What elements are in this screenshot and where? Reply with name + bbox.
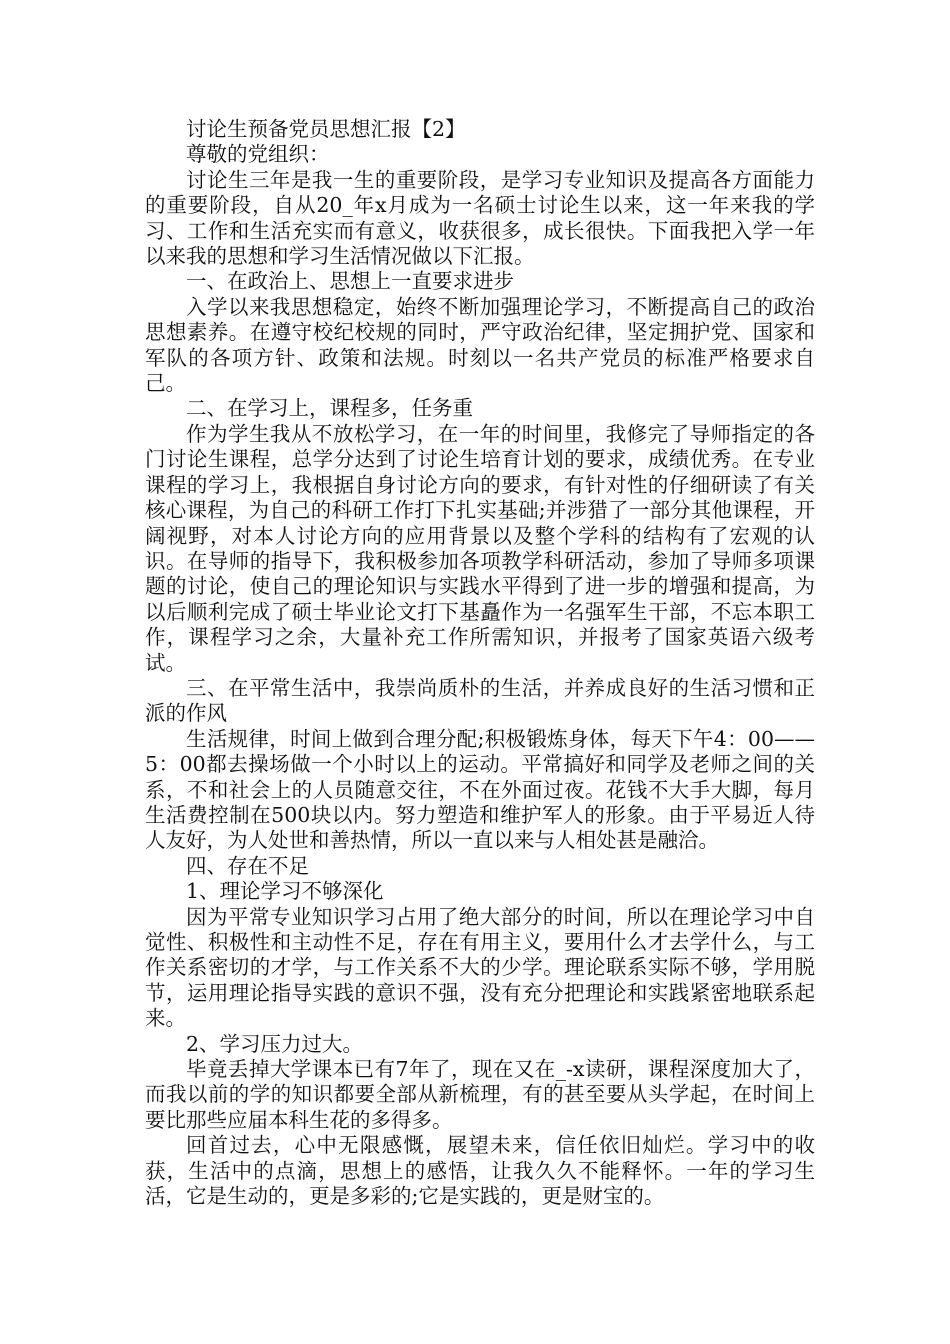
section-heading-4: 四、存在不足	[186, 853, 309, 878]
paragraph-conclusion: 回首过去，心中无限感慨，展望未来，信任依旧灿烂。学习中的收获，生活中的点滴，思想上的感悟，让我久久不能释怀。一年的学习生活，它是生动的，更是多彩的;它是实践的，更是财宝的。	[145, 1133, 815, 1209]
subheading-1: 1、理论学习不够深化	[186, 879, 384, 904]
salutation: 尊敬的党组织：	[186, 142, 330, 167]
subheading-2: 2、学习压力过大。	[186, 1031, 364, 1056]
section-heading-3: 三、在平常生活中，我崇尚质朴的生活，并养成良好的生活习惯和正派的作风	[145, 675, 815, 726]
paragraph-study: 作为学生我从不放松学习，在一年的时间里，我修完了导师指定的各门讨论生课程，总学分达到了讨论生培育计划的要求，成绩优秀。在专业课程的学习上，我根据自身讨论方向的要求，有针对性的仔细研读了有关核心课程，为自己的科研工作打下扎实基础;并涉猎了一部分其他课程，开阔视野，对本人讨论方向的应用背景以及整个学科的结构有了宏观的认识。在导师的指导下，我积极参加各项教学科研活动，参加了导师多项课题的讨论，使自己的理论知识与实践水平得到了进一步的增强和提高，为以后顺利完成了硕士毕业论文打下基矗作为一名强军生干部，不忘本职工作，课程学习之余，大量补充工作所需知识，并报考了国家英语六级考试。	[145, 421, 815, 675]
paragraph-theory: 因为平常专业知识学习占用了绝大部分的时间，所以在理论学习中自觉性、积极性和主动性不足，存在有用主义，要用什么才去学什么，与工作关系密切的才学，与工作关系不大的少学。理论联系实际不够，学用脱节，运用理论指导实践的意识不强，没有充分把理论和实践紧密地联系起来。	[145, 904, 815, 1031]
section-heading-2: 二、在学习上，课程多，任务重	[186, 396, 473, 421]
section-heading-1: 一、在政治上、思想上一直要求进步	[186, 269, 514, 294]
paragraph-politics: 入学以来我思想稳定，始终不断加强理论学习，不断提高自己的政治思想素养。在遵守校纪校规的同时，严守政治纪律，坚定拥护党、国家和军队的各项方针、政策和法规。时刻以一名共产党员的标准严格要求自己。	[145, 294, 815, 396]
paragraph-life: 生活规律，时间上做到合理分配;积极锻炼身体，每天下午4：00——5：00都去操场做一个小时以上的运动。平常搞好和同学及老师之间的关系，不和社会上的人员随意交往，不在外面过夜。花钱不大手大脚，每月生活费控制在500块以内。努力塑造和维护军人的形象。由于平易近人待人友好，为人处世和善热情，所以一直以来与人相处甚是融洽。	[145, 726, 815, 853]
document-title: 讨论生预备党员思想汇报【2】	[186, 117, 466, 141]
paragraph-intro: 讨论生三年是我一生的重要阶段，是学习专业知识及提高各方面能力的重要阶段，自从20_年x月成为一名硕士讨论生以来，这一年来我的学习、工作和生活充实而有意义，收获很多，成长很快。下面我把入学一年以来我的思想和学习生活情况做以下汇报。	[145, 167, 815, 269]
document-body	[145, 117, 815, 1209]
paragraph-pressure: 毕竟丢掉大学课本已有7年了，现在又在_-x读研，课程深度加大了，而我以前的学的知识都要全部从新梳理，有的甚至要从头学起，在时间上要比那些应届本科生花的多得多。	[145, 1057, 815, 1132]
